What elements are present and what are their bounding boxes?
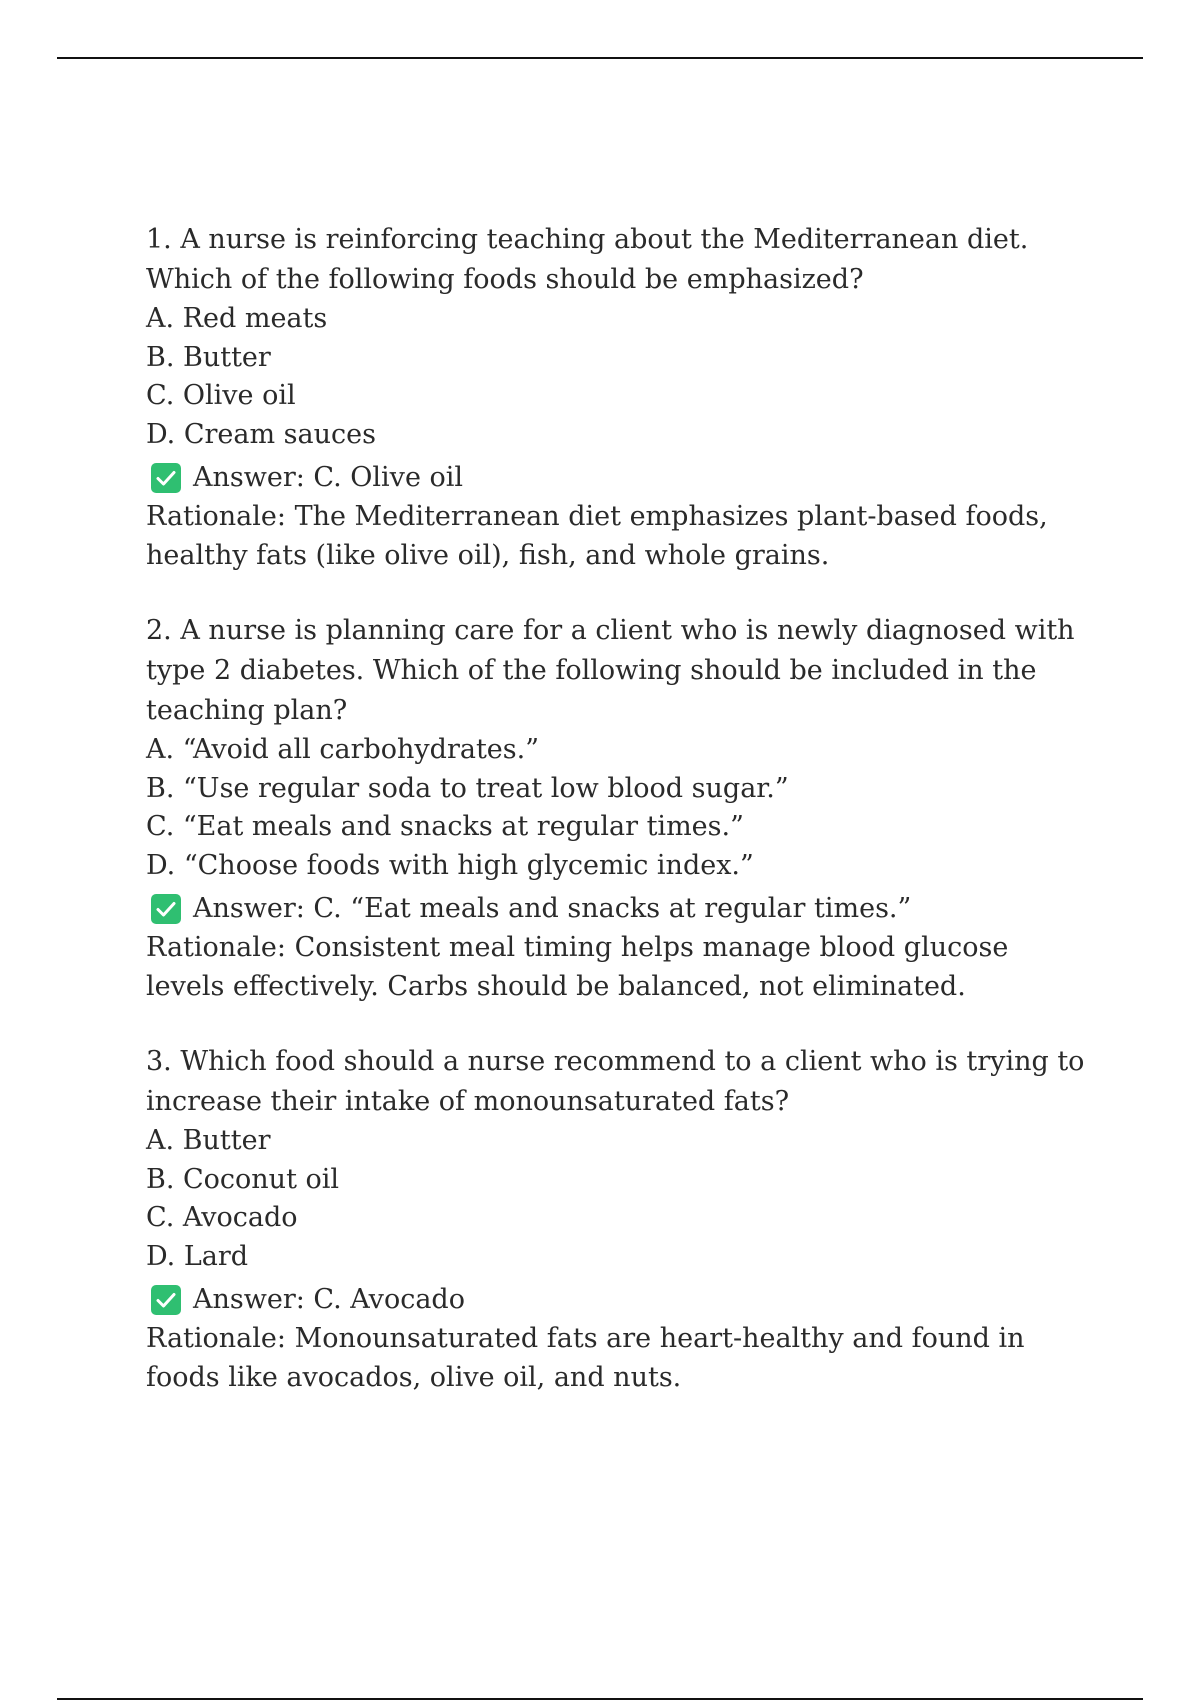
check-mark-icon	[151, 463, 181, 493]
question-prompt: 2. A nurse is planning care for a client who is newly diagnosed with type 2 diabetes. Which of the following should be included in the teaching plan?	[146, 615, 1075, 726]
answer-line	[146, 458, 1086, 498]
top-rule	[57, 57, 1143, 59]
option-item: A. “Avoid all carbohydrates.”	[146, 734, 540, 765]
question-block-1	[146, 220, 1086, 575]
check-mark-icon	[151, 1285, 181, 1315]
question-prompt: 1. A nurse is reinforcing teaching about the Mediterranean diet. Which of the following foods should be emphasized?	[146, 224, 1029, 295]
question-prompt: 3. Which food should a nurse recommend to a client who is trying to increase their intake of monounsaturated fats?	[146, 1046, 1085, 1117]
option-list	[146, 1122, 1086, 1276]
rationale-text: Rationale: Monounsaturated fats are heart-healthy and found in foods like avocados, olive oil, and nuts.	[146, 1323, 1025, 1393]
option-item: D. Lard	[146, 1240, 249, 1272]
rationale-text: Rationale: Consistent meal timing helps manage blood glucose levels effectively. Carbs should be balanced, not eliminated.	[146, 932, 1009, 1002]
option-item: B. Butter	[146, 341, 271, 373]
option-item: A. Butter	[146, 1125, 271, 1156]
option-list	[146, 300, 1086, 454]
answer-line	[146, 1280, 1086, 1320]
answer-text: Answer: C. Olive oil	[193, 462, 464, 493]
option-item: A. Red meats	[146, 303, 328, 334]
question-block-2	[146, 611, 1086, 1006]
check-mark-icon	[151, 894, 181, 924]
option-item: B. “Use regular soda to treat low blood sugar.”	[146, 772, 789, 804]
option-item: D. Cream sauces	[146, 418, 376, 450]
answer-line	[146, 889, 1086, 929]
option-list	[146, 731, 1086, 885]
question-block-3	[146, 1042, 1086, 1397]
rationale-text: Rationale: The Mediterranean diet emphasizes plant-based foods, healthy fats (like olive oil), fish, and whole grains.	[146, 501, 1048, 571]
option-item: C. Avocado	[146, 1202, 298, 1233]
option-item: C. Olive oil	[146, 380, 296, 411]
option-item: C. “Eat meals and snacks at regular times.”	[146, 811, 744, 842]
option-item: D. “Choose foods with high glycemic index.”	[146, 849, 754, 881]
answer-text: Answer: C. “Eat meals and snacks at regular times.”	[193, 893, 912, 924]
quiz-content	[146, 220, 1086, 1433]
answer-text: Answer: C. Avocado	[193, 1284, 465, 1315]
option-item: B. Coconut oil	[146, 1163, 340, 1195]
